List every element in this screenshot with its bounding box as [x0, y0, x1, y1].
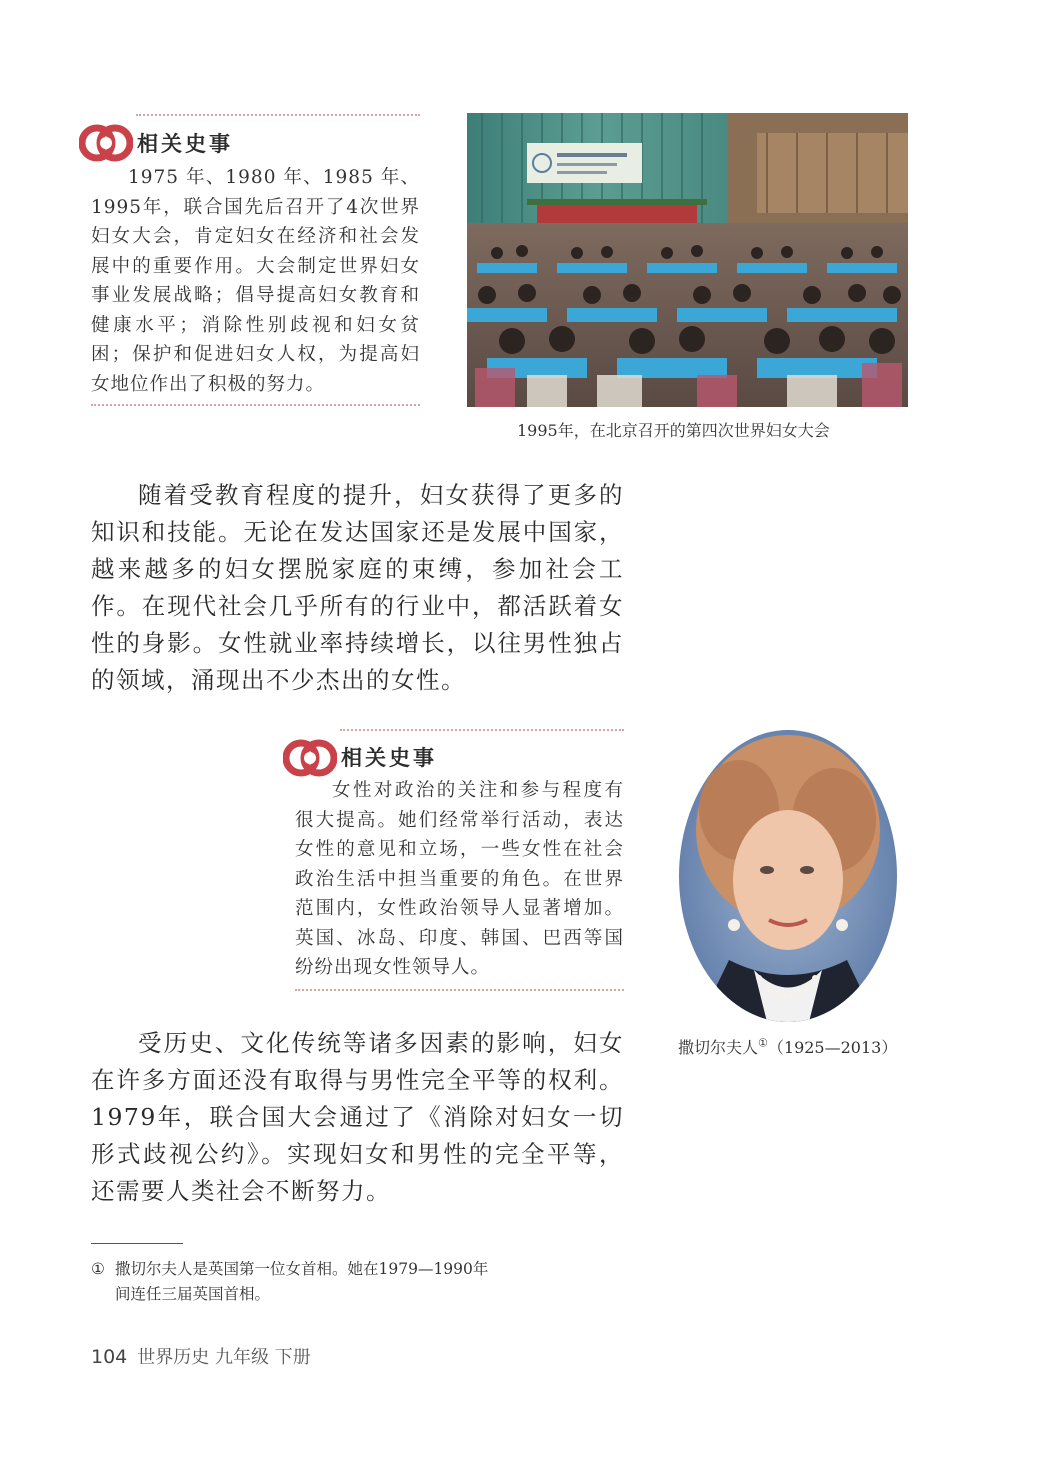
footnote-reference-mark: ①	[758, 1036, 768, 1050]
thatcher-portrait	[679, 730, 897, 1022]
sidebar2-text: 女性对政治的关注和参与程度有很大提高。她们经常举行活动，表达女性的意见和立场，一些女性在社会政治生活中担当重要的角色。在世界范围内，女性政治领导人显著增加。英国、冰岛、印度、韩国、巴西等国纷纷出现女性领导人。	[295, 780, 624, 978]
body-paragraph-2: 受历史、文化传统等诸多因素的影响，妇女在许多方面还没有取得与男性完全平等的权利。1979年，联合国大会通过了《消除对妇女一切形式歧视公约》。实现妇女和男性的完全平等，还需要人类社会不断努力。	[91, 1029, 624, 1205]
portrait-caption	[678, 1035, 897, 1058]
book-title: 世界历史 九年级 下册	[137, 1347, 311, 1368]
sidebar2-top-rule	[340, 729, 624, 731]
body-paragraph-1: 随着受教育程度的提升，妇女获得了更多的知识和技能。无论在发达国家还是发展中国家，越来越多的妇女摆脱家庭的束缚，参加社会工作。在现代社会几乎所有的行业中，都活跃着女性的身影。女性就业率持续增长，以往男性独占的领域，涌现出不少杰出的女性。	[91, 481, 624, 694]
footnote	[91, 1257, 551, 1307]
footnote-line-1: 撒切尔夫人是英国第一位女首相。她在1979—1990年	[115, 1260, 489, 1278]
sidebar2-title: 相关史事	[341, 746, 437, 770]
footnote-line-2: 间连任三届英国首相。	[115, 1285, 271, 1303]
sidebar1-title: 相关史事	[137, 132, 233, 156]
portrait-caption-years: （1925—2013）	[767, 1038, 898, 1057]
sidebar2-bottom-rule	[295, 989, 624, 991]
sidebar1-text: 1975 年、1980 年、1985 年、1995年，联合国先后召开了4次世界妇女大会，肯定妇女在经济和社会发展中的重要作用。大会制定世界妇女事业发展战略；倡导提高妇女教育和健康水平；消除性别歧视和妇女贫困；保护和促进妇女人权，为提高妇女地位作出了积极的努力。	[91, 167, 420, 395]
footnote-rule	[91, 1243, 183, 1244]
conference-photo-caption: 1995年，在北京召开的第四次世界妇女大会	[517, 421, 830, 440]
sidebar1-top-rule	[136, 114, 420, 116]
page-number: 104	[91, 1346, 128, 1368]
footnote-mark: ①	[91, 1260, 105, 1278]
women-conference-photo	[467, 113, 908, 407]
portrait-caption-name: 撒切尔夫人	[678, 1038, 759, 1057]
related-history-logo-icon	[79, 116, 133, 170]
page-footer	[91, 1343, 311, 1369]
sidebar1-bottom-rule	[91, 404, 420, 406]
